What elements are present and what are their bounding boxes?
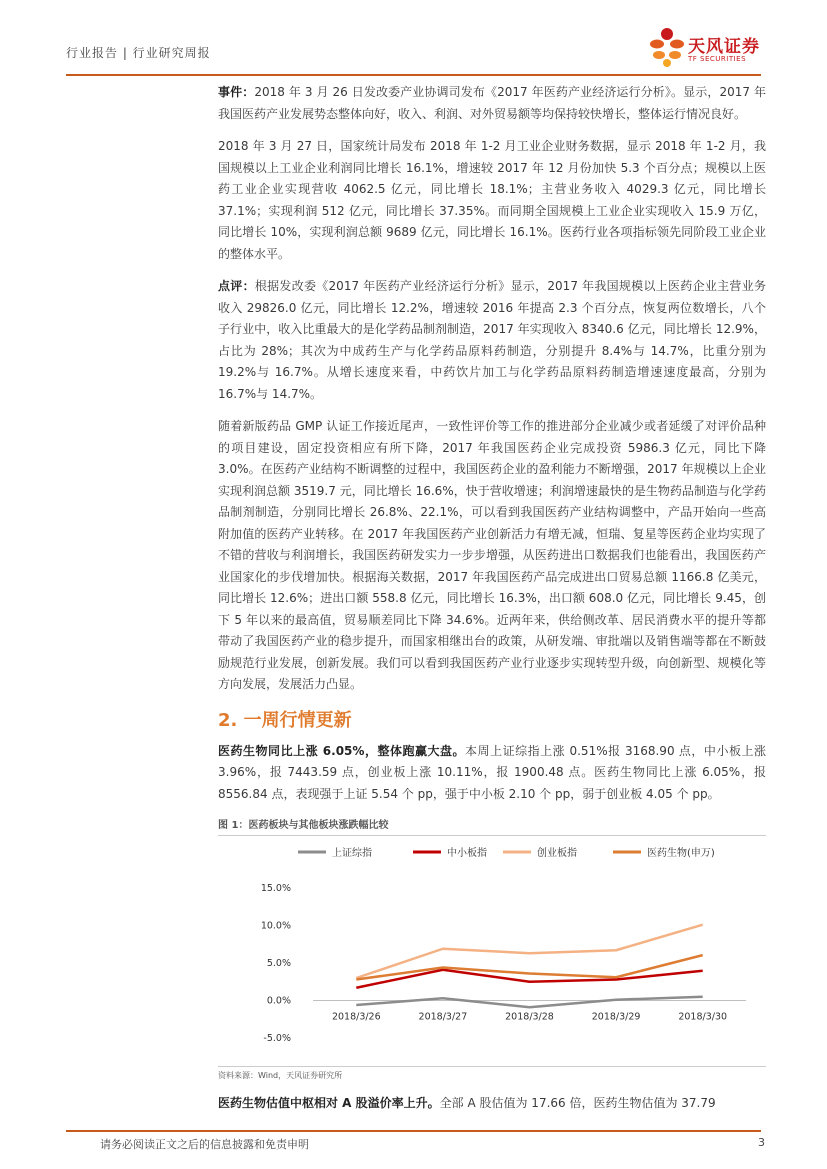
figure-title: 图 1：医药板块与其他板块涨跌幅比较 <box>218 816 766 836</box>
logo-flower-icon <box>648 26 686 68</box>
report-header: 行业报告 | 行业研究周报 <box>66 46 211 60</box>
footer-disclaimer: 请务必阅读正文之后的信息披露和免责申明 <box>100 1138 309 1151</box>
section-title: 2. 一周行情更新 <box>218 709 352 731</box>
main-content <box>218 82 766 1126</box>
x-tick-label: 2018/3/26 <box>331 1011 381 1023</box>
y-tick-label: -5.0% <box>263 1033 291 1044</box>
legend-label: 创业板指 <box>537 848 577 859</box>
x-tick-label: 2018/3/29 <box>591 1011 641 1023</box>
x-tick-label: 2018/3/28 <box>505 1011 554 1023</box>
paragraph-gmp: 随着新版药品 GMP 认证工作接近尾声，一致性评价等工作的推进部分企业减少或者延缓了对评价品种的项目建设，固定投资相应有所下降，2017 年我国医药企业完成投资 5986.3 亿元，同比下降 3.0%。在医药产业结构不断调整的过程中，我国医药企业的盈利能力不断增强，2017 年规模以上企业实现利润总额 3519.7 元，同比增长 16.6%，快于营收增速；利润增速最快的是生物药品制造与化学药品制剂制造，分别同比增长 26.8%、22.1%，可以看到我国医药产业结构调整中，产品开始向一些高附加值的医药产业转移。在 2017 年我国医药产业创新活力有增无减，恒瑞、复星等医药企业均实现了不错的营收与利润增长，我国医药研发实力一步步增强，从医药进出口数据我们也能看出，我国医药产业国家化的步伐增加快。根据海关数据，2017 年我国医药产品完成进出口贸易总额 1166.8 亿美元，同比增长 12.6%；进出口额 558.8 亿元，同比增长 16.3%，出口额 608.0 亿元，同比增长 9.45，创下 5 年以来的最高值，贸易顺差同比下降 34.6%。近两年来，供给侧改革、居民消费水平的提升等都带动了我国医药产业的稳步提升，而国家相继出台的政策，从研发端、审批端以及销售端等都在不断鼓励规范行业发展，创新发展。我们可以看到我国医药产业行业逐步实现转型升级，向创新型、规模化等方向发展，发展活力凸显。 <box>218 419 766 691</box>
paragraph-event: 事件：2018 年 3 月 26 日发改委产业协调司发布《2017 年医药产业经济运行分析》。显示，2017 年我国医药产业发展势态整体向好，收入、利润、对外贸易额等均保持较快增长，整体运行情况良好。 <box>218 85 766 121</box>
logo-subtext: TF SECURITIES <box>688 55 747 63</box>
series-line <box>356 997 702 1008</box>
legend-label: 上证综指 <box>332 848 372 859</box>
y-tick-label: 10.0% <box>260 920 291 932</box>
header-divider <box>66 74 761 76</box>
series-line <box>356 925 702 978</box>
x-tick-label: 2018/3/30 <box>678 1011 728 1023</box>
chart-svg <box>218 836 766 1066</box>
logo-text: 天风证券 <box>688 37 760 57</box>
line-chart <box>218 836 766 1066</box>
y-tick-label: 15.0% <box>260 883 291 894</box>
legend-label: 中小板指 <box>447 848 487 859</box>
figure-source: 资料来源：Wind，天风证券研究所 <box>218 1066 766 1081</box>
paragraph-market: 医药生物同比上涨 6.05%，整体跑赢大盘。本周上证综指上涨 0.51%报 3168.90 点，中小板上涨 3.96%，报 7443.59 点，创业板上涨 10.11%，报 1900.48 点。医药生物同比上涨 6.05%，报 8556.84 点，表现强于上证 5.54 个 pp，强于中小板 2.10 个 pp，弱于创业板 4.05 个 pp。 <box>218 743 766 801</box>
legend-label: 医药生物(申万) <box>647 848 715 859</box>
paragraph-comment: 点评：根据发改委《2017 年医药产业经济运行分析》显示，2017 年我国规模以上医药企业主营业务收入 29826.0 亿元，同比增长 12.2%，增速较 2016 年提高 2.3 个百分点，恢复两位数增长，八个子行业中，收入比重最大的是化学药品制剂制造，2017 年实现收入 8340.6 亿元，同比增长 12.9%，占比为 28%；其次为中成药生产与化学药品原料药制造，分别提升 8.4%与 14.7%，比重分别为 19.2%与 16.7%。从增长速度来看，中药饮片加工与化学药品原料药制造增速速度最高，分别为 16.7%与 14.7%。 <box>218 279 766 401</box>
paragraph-valuation: 医药生物估值中枢相对 A 股溢价率上升。全部 A 股估值为 17.66 倍，医药生物估值为 37.79 <box>218 1096 716 1110</box>
y-tick-label: 0.0% <box>266 995 291 1007</box>
page-number: 3 <box>758 1136 765 1149</box>
company-logo <box>648 26 768 72</box>
x-tick-label: 2018/3/27 <box>418 1011 468 1023</box>
footer-divider <box>66 1130 761 1132</box>
y-tick-label: 5.0% <box>266 958 291 969</box>
paragraph-stats: 2018 年 3 月 27 日，国家统计局发布 2018 年 1-2 月工业企业财务数据，显示 2018 年 1-2 月，我国规模以上工业企业利润同比增长 16.1%，增速较 2017 年 12 月份加快 5.3 个百分点；规模以上医药工业企业实现营收 4062.5 亿元，同比增长 18.1%；主营业务收入 4029.3 亿元，同比增长 37.1%；实现利润 512 亿元，同比增长 37.35%。而同期全国规模上工业企业实现收入 15.9 万亿，同比增长 10%，实现利润总额 9689 亿元，同比增长 16.1%。医药行业各项指标领先同阶段工业企业的整体水平。 <box>218 139 766 261</box>
